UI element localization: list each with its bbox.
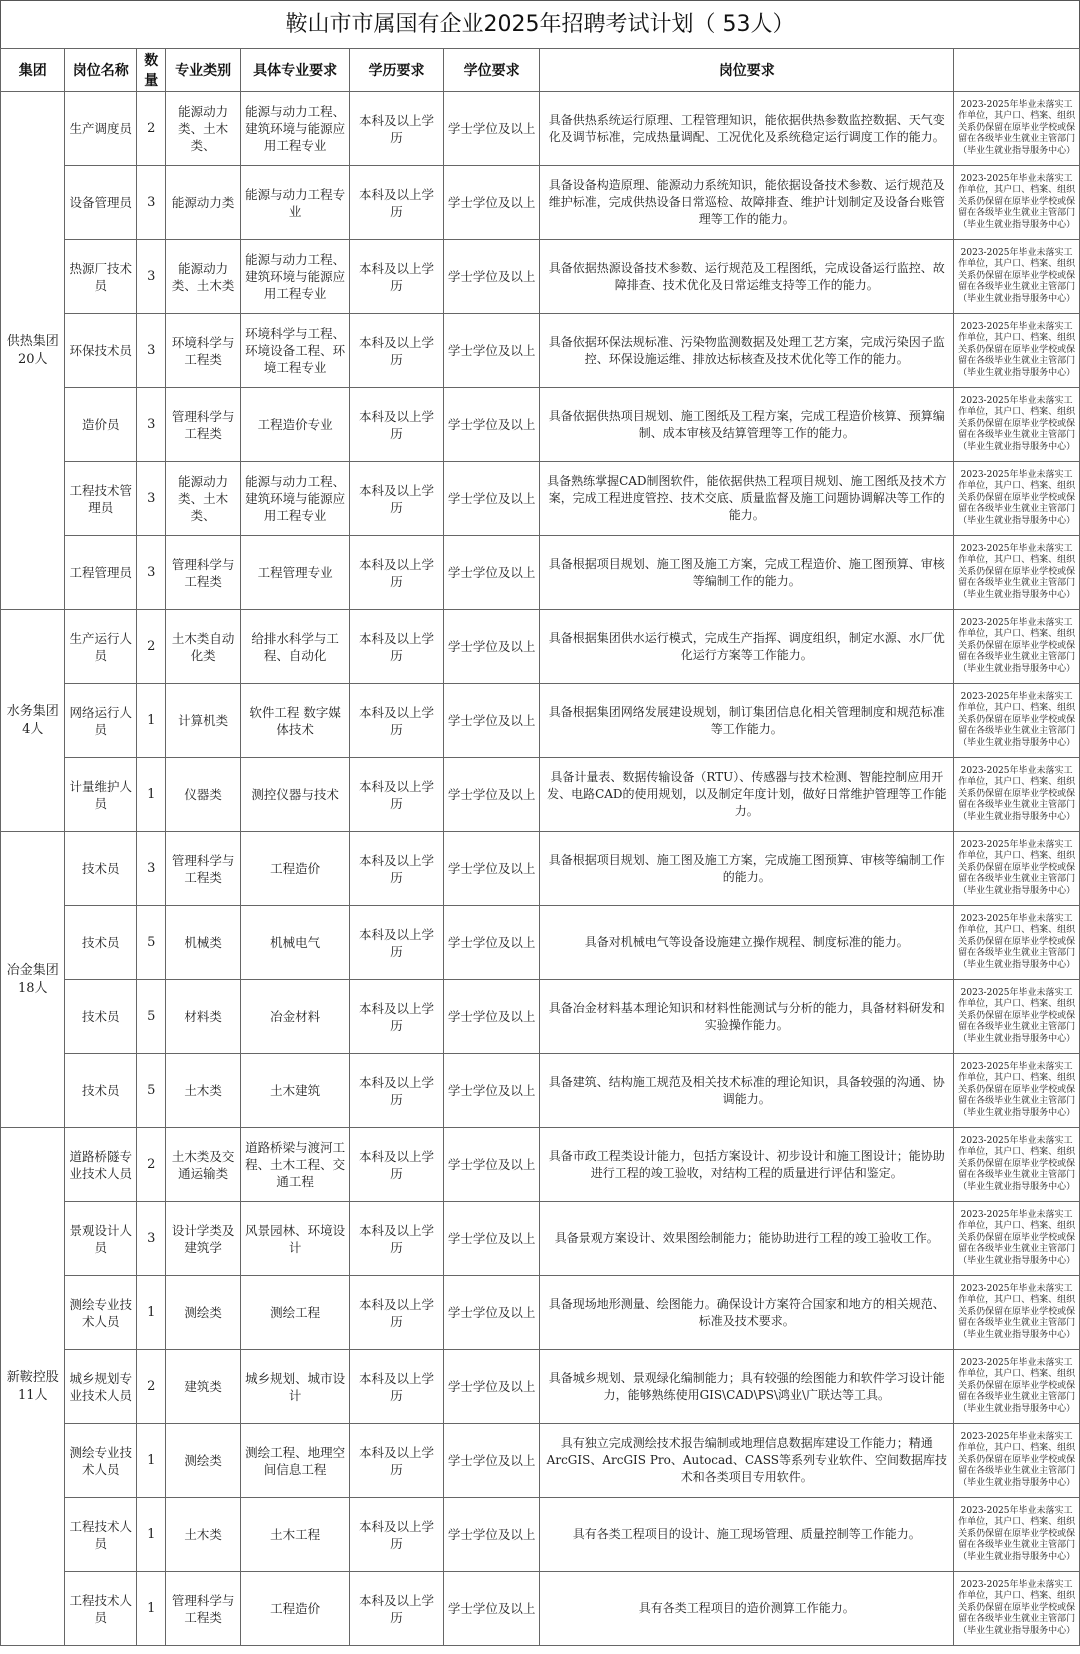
education-cell: 本科及以上学历 bbox=[350, 1276, 444, 1350]
education-cell: 本科及以上学历 bbox=[350, 1054, 444, 1128]
table-body bbox=[1, 92, 1080, 1646]
specialty-cell: 机械电气 bbox=[241, 906, 350, 980]
requirement-cell: 具备熟练掌握CAD制图软件，能依据供热工程项目规划、施工图纸及技术方案，完成工程进度管控、技术交底、质量监督及施工问题协调解决等工作的能力。 bbox=[540, 462, 954, 536]
count-cell: 3 bbox=[137, 240, 166, 314]
table-row bbox=[1, 462, 1080, 536]
requirement-cell: 具备城乡规划、景观绿化编制能力；具有较强的绘图能力和软件学习设计能力，能够熟练使用GIS\CAD\PS\鸿业\广联达等工具。 bbox=[540, 1350, 954, 1424]
count-cell: 3 bbox=[137, 462, 166, 536]
category-cell: 管理科学与工程类 bbox=[166, 832, 241, 906]
degree-cell: 学士学位及以上 bbox=[443, 1054, 540, 1128]
requirement-cell: 具备根据集团网络发展建设规划，制订集团信息化相关管理制度和规范标准等工作能力。 bbox=[540, 684, 954, 758]
specialty-cell: 给排水科学与工程、自动化 bbox=[241, 610, 350, 684]
requirement-cell: 具备景观方案设计、效果图绘制能力；能协助进行工程的竣工验收工作。 bbox=[540, 1202, 954, 1276]
requirement-cell: 具备依据环保法规标准、污染物监测数据及处理工艺方案，完成污染因子监控、环保设施运维、排放达标核查及技术优化等工作的能力。 bbox=[540, 314, 954, 388]
count-cell: 3 bbox=[137, 536, 166, 610]
education-cell: 本科及以上学历 bbox=[350, 980, 444, 1054]
education-cell: 本科及以上学历 bbox=[350, 92, 444, 166]
requirement-cell: 具备设备构造原理、能源动力系统知识，能依据设备技术参数、运行规范及维护标准，完成供热设备日常巡检、故障排查、维护计划制定及设备台账管理等工作的能力。 bbox=[540, 166, 954, 240]
specialty-cell: 能源与动力工程、建筑环境与能源应用工程专业 bbox=[241, 92, 350, 166]
recruitment-table bbox=[0, 48, 1080, 1646]
count-cell: 2 bbox=[137, 610, 166, 684]
requirement-cell: 具备现场地形测量、绘图能力。确保设计方案符合国家和地方的相关规范、标准及技术要求。 bbox=[540, 1276, 954, 1350]
specialty-cell: 道路桥梁与渡河工程、土木工程、交通工程 bbox=[241, 1128, 350, 1202]
education-cell: 本科及以上学历 bbox=[350, 536, 444, 610]
post-name-cell: 技术员 bbox=[65, 1054, 137, 1128]
degree-cell: 学士学位及以上 bbox=[443, 1424, 540, 1498]
degree-cell: 学士学位及以上 bbox=[443, 758, 540, 832]
post-name-cell: 热源厂技术员 bbox=[65, 240, 137, 314]
specialty-cell: 土木建筑 bbox=[241, 1054, 350, 1128]
note-cell: 2023-2025年毕业未落实工作单位，其户口、档案、组织关系仍保留在原毕业学校或保留在各级毕业生就业主管部门（毕业生就业指导服务中心） bbox=[954, 1350, 1080, 1424]
note-cell: 2023-2025年毕业未落实工作单位，其户口、档案、组织关系仍保留在原毕业学校或保留在各级毕业生就业主管部门（毕业生就业指导服务中心） bbox=[954, 1424, 1080, 1498]
post-name-cell: 工程技术人员 bbox=[65, 1498, 137, 1572]
note-cell: 2023-2025年毕业未落实工作单位，其户口、档案、组织关系仍保留在原毕业学校或保留在各级毕业生就业主管部门（毕业生就业指导服务中心） bbox=[954, 314, 1080, 388]
degree-cell: 学士学位及以上 bbox=[443, 1276, 540, 1350]
degree-cell: 学士学位及以上 bbox=[443, 1572, 540, 1646]
requirement-cell: 具有独立完成测绘技术报告编制或地理信息数据库建设工作能力；精通ArcGIS、ArcGIS Pro、Autocad、CASS等系列专业软件、空间数据库技术和各类项目专用软件。 bbox=[540, 1424, 954, 1498]
category-cell: 机械类 bbox=[166, 906, 241, 980]
count-cell: 5 bbox=[137, 1054, 166, 1128]
degree-cell: 学士学位及以上 bbox=[443, 906, 540, 980]
education-cell: 本科及以上学历 bbox=[350, 1498, 444, 1572]
header-group: 集团 bbox=[1, 49, 65, 92]
count-cell: 1 bbox=[137, 1572, 166, 1646]
post-name-cell: 生产运行人员 bbox=[65, 610, 137, 684]
table-row bbox=[1, 1350, 1080, 1424]
education-cell: 本科及以上学历 bbox=[350, 684, 444, 758]
specialty-cell: 软件工程 数字媒体技术 bbox=[241, 684, 350, 758]
category-cell: 土木类 bbox=[166, 1498, 241, 1572]
degree-cell: 学士学位及以上 bbox=[443, 610, 540, 684]
specialty-cell: 能源与动力工程、建筑环境与能源应用工程专业 bbox=[241, 240, 350, 314]
education-cell: 本科及以上学历 bbox=[350, 610, 444, 684]
degree-cell: 学士学位及以上 bbox=[443, 1128, 540, 1202]
count-cell: 5 bbox=[137, 906, 166, 980]
table-row bbox=[1, 1276, 1080, 1350]
degree-cell: 学士学位及以上 bbox=[443, 1350, 540, 1424]
count-cell: 5 bbox=[137, 980, 166, 1054]
post-name-cell: 计量维护人员 bbox=[65, 758, 137, 832]
table-row bbox=[1, 758, 1080, 832]
requirement-cell: 具备计量表、数据传输设备（RTU）、传感器与技术检测、智能控制应用开发、电路CAD的使用规划，以及制定年度计划，做好日常维护管理等工作能力。 bbox=[540, 758, 954, 832]
count-cell: 2 bbox=[137, 1350, 166, 1424]
specialty-cell: 能源与动力工程专业 bbox=[241, 166, 350, 240]
post-name-cell: 道路桥隧专业技术人员 bbox=[65, 1128, 137, 1202]
note-cell: 2023-2025年毕业未落实工作单位，其户口、档案、组织关系仍保留在原毕业学校或保留在各级毕业生就业主管部门（毕业生就业指导服务中心） bbox=[954, 1572, 1080, 1646]
note-cell: 2023-2025年毕业未落实工作单位，其户口、档案、组织关系仍保留在原毕业学校或保留在各级毕业生就业主管部门（毕业生就业指导服务中心） bbox=[954, 462, 1080, 536]
post-name-cell: 生产调度员 bbox=[65, 92, 137, 166]
post-name-cell: 城乡规划专业技术人员 bbox=[65, 1350, 137, 1424]
education-cell: 本科及以上学历 bbox=[350, 832, 444, 906]
category-cell: 测绘类 bbox=[166, 1276, 241, 1350]
degree-cell: 学士学位及以上 bbox=[443, 832, 540, 906]
table-row bbox=[1, 1498, 1080, 1572]
requirement-cell: 具备依据热源设备技术参数、运行规范及工程图纸，完成设备运行监控、故障排查、技术优化及日常运维支持等工作的能力。 bbox=[540, 240, 954, 314]
count-cell: 3 bbox=[137, 388, 166, 462]
table-row bbox=[1, 832, 1080, 906]
education-cell: 本科及以上学历 bbox=[350, 240, 444, 314]
education-cell: 本科及以上学历 bbox=[350, 314, 444, 388]
header-education: 学历要求 bbox=[350, 49, 444, 92]
post-name-cell: 技术员 bbox=[65, 980, 137, 1054]
table-row bbox=[1, 166, 1080, 240]
category-cell: 环境科学与工程类 bbox=[166, 314, 241, 388]
count-cell: 1 bbox=[137, 684, 166, 758]
specialty-cell: 土木工程 bbox=[241, 1498, 350, 1572]
specialty-cell: 风景园林、环境设计 bbox=[241, 1202, 350, 1276]
note-cell: 2023-2025年毕业未落实工作单位，其户口、档案、组织关系仍保留在原毕业学校或保留在各级毕业生就业主管部门（毕业生就业指导服务中心） bbox=[954, 906, 1080, 980]
requirement-cell: 具备供热系统运行原理、工程管理知识，能依据供热参数监控数据、天气变化及调节标准，完成热量调配、工况优化及系统稳定运行调度工作的能力。 bbox=[540, 92, 954, 166]
count-cell: 1 bbox=[137, 758, 166, 832]
header-post: 岗位名称 bbox=[65, 49, 137, 92]
post-name-cell: 网络运行人员 bbox=[65, 684, 137, 758]
note-cell: 2023-2025年毕业未落实工作单位，其户口、档案、组织关系仍保留在原毕业学校或保留在各级毕业生就业主管部门（毕业生就业指导服务中心） bbox=[954, 240, 1080, 314]
requirement-cell: 具备依据供热项目规划、施工图纸及工程方案，完成工程造价核算、预算编制、成本审核及结算管理等工作的能力。 bbox=[540, 388, 954, 462]
category-cell: 仪器类 bbox=[166, 758, 241, 832]
degree-cell: 学士学位及以上 bbox=[443, 166, 540, 240]
post-name-cell: 工程技术管理员 bbox=[65, 462, 137, 536]
degree-cell: 学士学位及以上 bbox=[443, 536, 540, 610]
count-cell: 1 bbox=[137, 1424, 166, 1498]
header-category: 专业类别 bbox=[166, 49, 241, 92]
table-row bbox=[1, 240, 1080, 314]
requirement-cell: 具备建筑、结构施工规范及相关技术标准的理论知识，具备较强的沟通、协调能力。 bbox=[540, 1054, 954, 1128]
group-name-cell: 冶金集团18人 bbox=[1, 832, 65, 1128]
degree-cell: 学士学位及以上 bbox=[443, 684, 540, 758]
category-cell: 能源动力类、土木类、 bbox=[166, 92, 241, 166]
education-cell: 本科及以上学历 bbox=[350, 1202, 444, 1276]
table-row bbox=[1, 1424, 1080, 1498]
specialty-cell: 工程造价 bbox=[241, 832, 350, 906]
table-row bbox=[1, 536, 1080, 610]
note-cell: 2023-2025年毕业未落实工作单位，其户口、档案、组织关系仍保留在原毕业学校或保留在各级毕业生就业主管部门（毕业生就业指导服务中心） bbox=[954, 1276, 1080, 1350]
requirement-cell: 具备根据集团供水运行模式，完成生产指挥、调度组织，制定水源、水厂优化运行方案等工作能力。 bbox=[540, 610, 954, 684]
education-cell: 本科及以上学历 bbox=[350, 462, 444, 536]
education-cell: 本科及以上学历 bbox=[350, 1424, 444, 1498]
specialty-cell: 城乡规划、城市设计 bbox=[241, 1350, 350, 1424]
education-cell: 本科及以上学历 bbox=[350, 758, 444, 832]
category-cell: 土木类自动化类 bbox=[166, 610, 241, 684]
specialty-cell: 冶金材料 bbox=[241, 980, 350, 1054]
group-name-cell: 供热集团20人 bbox=[1, 92, 65, 610]
degree-cell: 学士学位及以上 bbox=[443, 314, 540, 388]
category-cell: 能源动力类 bbox=[166, 166, 241, 240]
requirement-cell: 具备根据项目规划、施工图及施工方案，完成施工图预算、审核等编制工作的能力。 bbox=[540, 832, 954, 906]
note-cell: 2023-2025年毕业未落实工作单位，其户口、档案、组织关系仍保留在原毕业学校或保留在各级毕业生就业主管部门（毕业生就业指导服务中心） bbox=[954, 536, 1080, 610]
specialty-cell: 工程管理专业 bbox=[241, 536, 350, 610]
category-cell: 材料类 bbox=[166, 980, 241, 1054]
specialty-cell: 测绘工程 bbox=[241, 1276, 350, 1350]
education-cell: 本科及以上学历 bbox=[350, 906, 444, 980]
post-name-cell: 设备管理员 bbox=[65, 166, 137, 240]
specialty-cell: 工程造价 bbox=[241, 1572, 350, 1646]
requirement-cell: 具备根据项目规划、施工图及施工方案，完成工程造价、施工图预算、审核等编制工作的能力。 bbox=[540, 536, 954, 610]
note-cell: 2023-2025年毕业未落实工作单位，其户口、档案、组织关系仍保留在原毕业学校或保留在各级毕业生就业主管部门（毕业生就业指导服务中心） bbox=[954, 758, 1080, 832]
group-name-cell: 新鞍控股11人 bbox=[1, 1128, 65, 1646]
post-name-cell: 造价员 bbox=[65, 388, 137, 462]
category-cell: 测绘类 bbox=[166, 1424, 241, 1498]
category-cell: 能源动力类、土木类、 bbox=[166, 462, 241, 536]
degree-cell: 学士学位及以上 bbox=[443, 462, 540, 536]
table-row bbox=[1, 1054, 1080, 1128]
header-note bbox=[954, 49, 1080, 92]
table-row bbox=[1, 92, 1080, 166]
category-cell: 计算机类 bbox=[166, 684, 241, 758]
header-degree: 学位要求 bbox=[443, 49, 540, 92]
post-name-cell: 技术员 bbox=[65, 832, 137, 906]
post-name-cell: 工程管理员 bbox=[65, 536, 137, 610]
requirement-cell: 具有各类工程项目的设计、施工现场管理、质量控制等工作能力。 bbox=[540, 1498, 954, 1572]
degree-cell: 学士学位及以上 bbox=[443, 980, 540, 1054]
post-name-cell: 环保技术员 bbox=[65, 314, 137, 388]
table-row bbox=[1, 314, 1080, 388]
count-cell: 2 bbox=[137, 92, 166, 166]
degree-cell: 学士学位及以上 bbox=[443, 1202, 540, 1276]
count-cell: 2 bbox=[137, 1128, 166, 1202]
count-cell: 3 bbox=[137, 166, 166, 240]
specialty-cell: 能源与动力工程、建筑环境与能源应用工程专业 bbox=[241, 462, 350, 536]
header-count: 数量 bbox=[137, 49, 166, 92]
category-cell: 土木类 bbox=[166, 1054, 241, 1128]
note-cell: 2023-2025年毕业未落实工作单位，其户口、档案、组织关系仍保留在原毕业学校或保留在各级毕业生就业主管部门（毕业生就业指导服务中心） bbox=[954, 1128, 1080, 1202]
degree-cell: 学士学位及以上 bbox=[443, 92, 540, 166]
note-cell: 2023-2025年毕业未落实工作单位，其户口、档案、组织关系仍保留在原毕业学校或保留在各级毕业生就业主管部门（毕业生就业指导服务中心） bbox=[954, 166, 1080, 240]
note-cell: 2023-2025年毕业未落实工作单位，其户口、档案、组织关系仍保留在原毕业学校或保留在各级毕业生就业主管部门（毕业生就业指导服务中心） bbox=[954, 832, 1080, 906]
education-cell: 本科及以上学历 bbox=[350, 1572, 444, 1646]
degree-cell: 学士学位及以上 bbox=[443, 1498, 540, 1572]
note-cell: 2023-2025年毕业未落实工作单位，其户口、档案、组织关系仍保留在原毕业学校或保留在各级毕业生就业主管部门（毕业生就业指导服务中心） bbox=[954, 1498, 1080, 1572]
requirement-cell: 具备冶金材料基本理论知识和材料性能测试与分析的能力，具备材料研发和实验操作能力。 bbox=[540, 980, 954, 1054]
header-specialty: 具体专业要求 bbox=[241, 49, 350, 92]
count-cell: 3 bbox=[137, 1202, 166, 1276]
requirement-cell: 具备市政工程类设计能力，包括方案设计、初步设计和施工图设计；能协助进行工程的竣工验收，对结构工程的质量进行评估和鉴定。 bbox=[540, 1128, 954, 1202]
note-cell: 2023-2025年毕业未落实工作单位，其户口、档案、组织关系仍保留在原毕业学校或保留在各级毕业生就业主管部门（毕业生就业指导服务中心） bbox=[954, 1202, 1080, 1276]
category-cell: 能源动力类、土木类 bbox=[166, 240, 241, 314]
requirement-cell: 具有各类工程项目的造价测算工作能力。 bbox=[540, 1572, 954, 1646]
post-name-cell: 测绘专业技术人员 bbox=[65, 1276, 137, 1350]
post-name-cell: 技术员 bbox=[65, 906, 137, 980]
note-cell: 2023-2025年毕业未落实工作单位，其户口、档案、组织关系仍保留在原毕业学校或保留在各级毕业生就业主管部门（毕业生就业指导服务中心） bbox=[954, 684, 1080, 758]
note-cell: 2023-2025年毕业未落实工作单位，其户口、档案、组织关系仍保留在原毕业学校或保留在各级毕业生就业主管部门（毕业生就业指导服务中心） bbox=[954, 610, 1080, 684]
post-name-cell: 景观设计人员 bbox=[65, 1202, 137, 1276]
category-cell: 管理科学与工程类 bbox=[166, 536, 241, 610]
category-cell: 管理科学与工程类 bbox=[166, 388, 241, 462]
count-cell: 3 bbox=[137, 314, 166, 388]
education-cell: 本科及以上学历 bbox=[350, 166, 444, 240]
page-title: 鞍山市市属国有企业2025年招聘考试计划（ 53人） bbox=[0, 0, 1080, 48]
table-row bbox=[1, 906, 1080, 980]
note-cell: 2023-2025年毕业未落实工作单位，其户口、档案、组织关系仍保留在原毕业学校或保留在各级毕业生就业主管部门（毕业生就业指导服务中心） bbox=[954, 92, 1080, 166]
count-cell: 1 bbox=[137, 1276, 166, 1350]
category-cell: 建筑类 bbox=[166, 1350, 241, 1424]
specialty-cell: 测控仪器与技术 bbox=[241, 758, 350, 832]
education-cell: 本科及以上学历 bbox=[350, 1128, 444, 1202]
note-cell: 2023-2025年毕业未落实工作单位，其户口、档案、组织关系仍保留在原毕业学校或保留在各级毕业生就业主管部门（毕业生就业指导服务中心） bbox=[954, 1054, 1080, 1128]
note-cell: 2023-2025年毕业未落实工作单位，其户口、档案、组织关系仍保留在原毕业学校或保留在各级毕业生就业主管部门（毕业生就业指导服务中心） bbox=[954, 980, 1080, 1054]
table-row bbox=[1, 684, 1080, 758]
education-cell: 本科及以上学历 bbox=[350, 1350, 444, 1424]
degree-cell: 学士学位及以上 bbox=[443, 388, 540, 462]
note-cell: 2023-2025年毕业未落实工作单位，其户口、档案、组织关系仍保留在原毕业学校或保留在各级毕业生就业主管部门（毕业生就业指导服务中心） bbox=[954, 388, 1080, 462]
table-row bbox=[1, 1572, 1080, 1646]
table-row bbox=[1, 1202, 1080, 1276]
category-cell: 设计学类及建筑学 bbox=[166, 1202, 241, 1276]
table-row bbox=[1, 1128, 1080, 1202]
education-cell: 本科及以上学历 bbox=[350, 388, 444, 462]
specialty-cell: 测绘工程、地理空间信息工程 bbox=[241, 1424, 350, 1498]
table-row bbox=[1, 980, 1080, 1054]
category-cell: 土木类及交通运输类 bbox=[166, 1128, 241, 1202]
post-name-cell: 工程技术人员 bbox=[65, 1572, 137, 1646]
group-name-cell: 水务集团4人 bbox=[1, 610, 65, 832]
requirement-cell: 具备对机械电气等设备设施建立操作规程、制度标准的能力。 bbox=[540, 906, 954, 980]
header-requirement: 岗位要求 bbox=[540, 49, 954, 92]
count-cell: 1 bbox=[137, 1498, 166, 1572]
category-cell: 管理科学与工程类 bbox=[166, 1572, 241, 1646]
degree-cell: 学士学位及以上 bbox=[443, 240, 540, 314]
specialty-cell: 工程造价专业 bbox=[241, 388, 350, 462]
header-row bbox=[1, 49, 1080, 92]
table-row bbox=[1, 610, 1080, 684]
post-name-cell: 测绘专业技术人员 bbox=[65, 1424, 137, 1498]
specialty-cell: 环境科学与工程、环境设备工程、环境工程专业 bbox=[241, 314, 350, 388]
count-cell: 3 bbox=[137, 832, 166, 906]
table-row bbox=[1, 388, 1080, 462]
